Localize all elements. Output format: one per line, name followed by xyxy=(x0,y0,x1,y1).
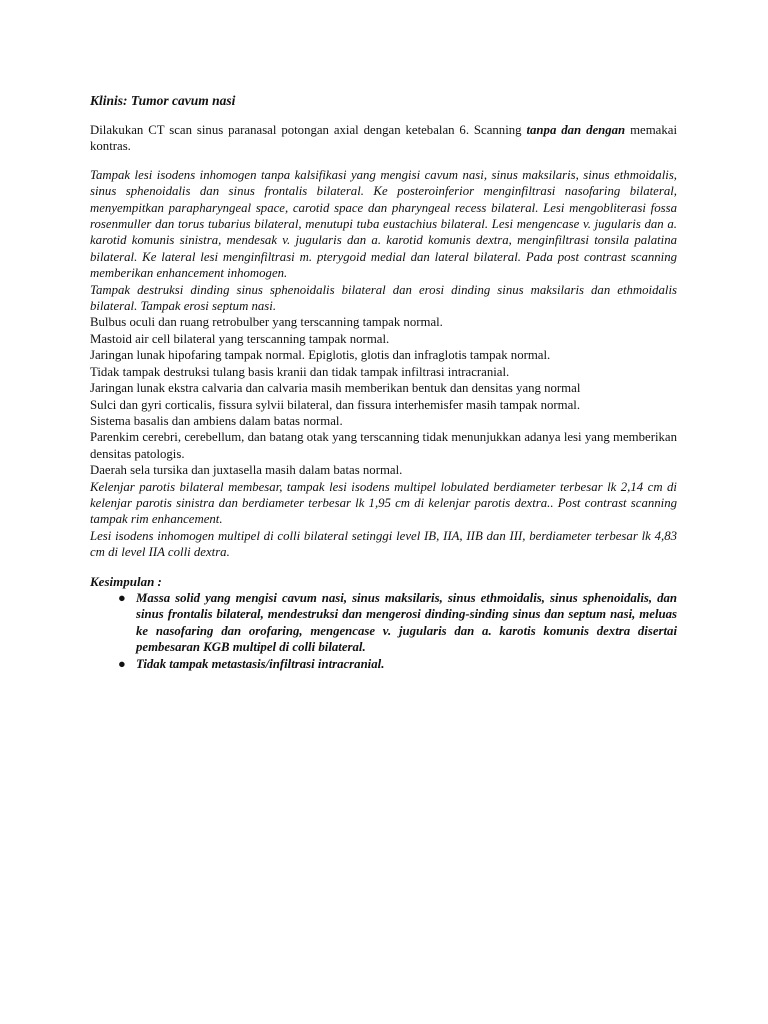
intro-text: Dilakukan CT scan sinus paranasal potongan axial dengan ketebalan 6. Scanning xyxy=(90,123,527,137)
document-page xyxy=(90,92,677,672)
finding-normal-8: Parenkim cerebri, cerebellum, dan batang otak yang terscanning tidak menunjukkan adanya lesi yang memberikan densitas patologis. xyxy=(90,430,677,461)
finding-normal-1: Bulbus oculi dan ruang retrobulber yang terscanning tampak normal. xyxy=(90,315,443,330)
finding-normal-9: Daerah sela tursika dan juxtasella masih dalam batas normal. xyxy=(90,463,403,478)
bullet-icon: ● xyxy=(118,656,126,671)
conclusion-heading: Kesimpulan : xyxy=(90,573,162,589)
finding-italic-1: Tampak lesi isodens inhomogen tanpa kalsifikasi yang mengisi cavum nasi, sinus maksilaris, sinus ethmoidalis, sinus sphenoidalis dan sinus frontalis bilateral. Ke posteroinferior menginfiltrasi nasofaring bilateral, menyempitkan parapharyngeal space, carotid space dan pharyngeal recess bilateral. Lesi mengobliterasi fossa rosenmuller dan torus tubarius bilateral, menutupi tuba eustachius bilateral. Lesi mengencase v. jugularis dan a. karotid komunis sinistra, mendesak v. jugularis dan a. karotid komunis dextra, menginfiltrasi tonsila palatina bilateral. Ke lateral lesi menginfiltrasi m. pterygoid medial dan lateral bilateral. Pada post contrast scanning memberikan enhancement inhomogen. xyxy=(90,167,677,281)
conclusion-item xyxy=(118,590,677,656)
finding-normal-5: Jaringan lunak ekstra calvaria dan calvaria masih memberikan bentuk dan densitas yang normal xyxy=(90,381,581,396)
conclusion-item-text: Massa solid yang mengisi cavum nasi, sinus maksilaris, sinus ethmoidalis, sinus sphenoidalis, dan sinus frontalis bilateral, mendestruksi dan mengerosi dinding-sinding sinus dan septum nasi, meluas ke nasofaring dan orofaring, mengencase v. jugularis dan a. karotis komunis dextra disertai pembesaran KGB multipel di colli bilateral. xyxy=(136,590,677,655)
intro-text-after: memakai kontras. xyxy=(90,123,677,154)
conclusion-item xyxy=(118,656,677,672)
intro-paragraph xyxy=(90,122,677,155)
finding-italic-2: Tampak destruksi dinding sinus sphenoidalis bilateral dan erosi dinding sinus maksilaris dan ethmoidalis bilateral. Tampak erosi septum nasi. xyxy=(90,282,677,314)
clinical-title: Klinis: Tumor cavum nasi xyxy=(90,93,236,108)
finding-normal-3: Jaringan lunak hipofaring tampak normal. Epiglotis, glotis dan infraglotis tampak normal. xyxy=(90,348,551,363)
finding-italic-3: Kelenjar parotis bilateral membesar, tampak lesi isodens multipel lobulated berdiameter terbesar lk 2,14 cm di kelenjar parotis sinistra dan berdiameter terbesar lk 1,95 cm di kelenjar parotis dextra.. Post contrast scanning tampak rim enhancement. xyxy=(90,479,677,527)
bullet-icon: ● xyxy=(118,590,126,605)
finding-italic-4: Lesi isodens inhomogen multipel di colli bilateral setinggi level IB, IIA, IIB dan III, berdiameter terbesar lk 4,83 cm di level IIA colli dextra. xyxy=(90,528,677,560)
intro-emphasis: tanpa dan dengan xyxy=(526,123,626,137)
conclusion-list xyxy=(90,590,677,672)
finding-normal-4: Tidak tampak destruksi tulang basis kranii dan tidak tampak infiltrasi intracranial. xyxy=(90,364,510,379)
finding-normal-7: Sistema basalis dan ambiens dalam batas normal. xyxy=(90,413,343,428)
finding-normal-2: Mastoid air cell bilateral yang terscanning tampak normal. xyxy=(90,331,390,346)
finding-normal-6: Sulci dan gyri corticalis, fissura sylvii bilateral, dan fissura interhemisfer masih tampak normal. xyxy=(90,397,581,412)
conclusion-item-text: Tidak tampak metastasis/infiltrasi intracranial. xyxy=(136,656,385,671)
